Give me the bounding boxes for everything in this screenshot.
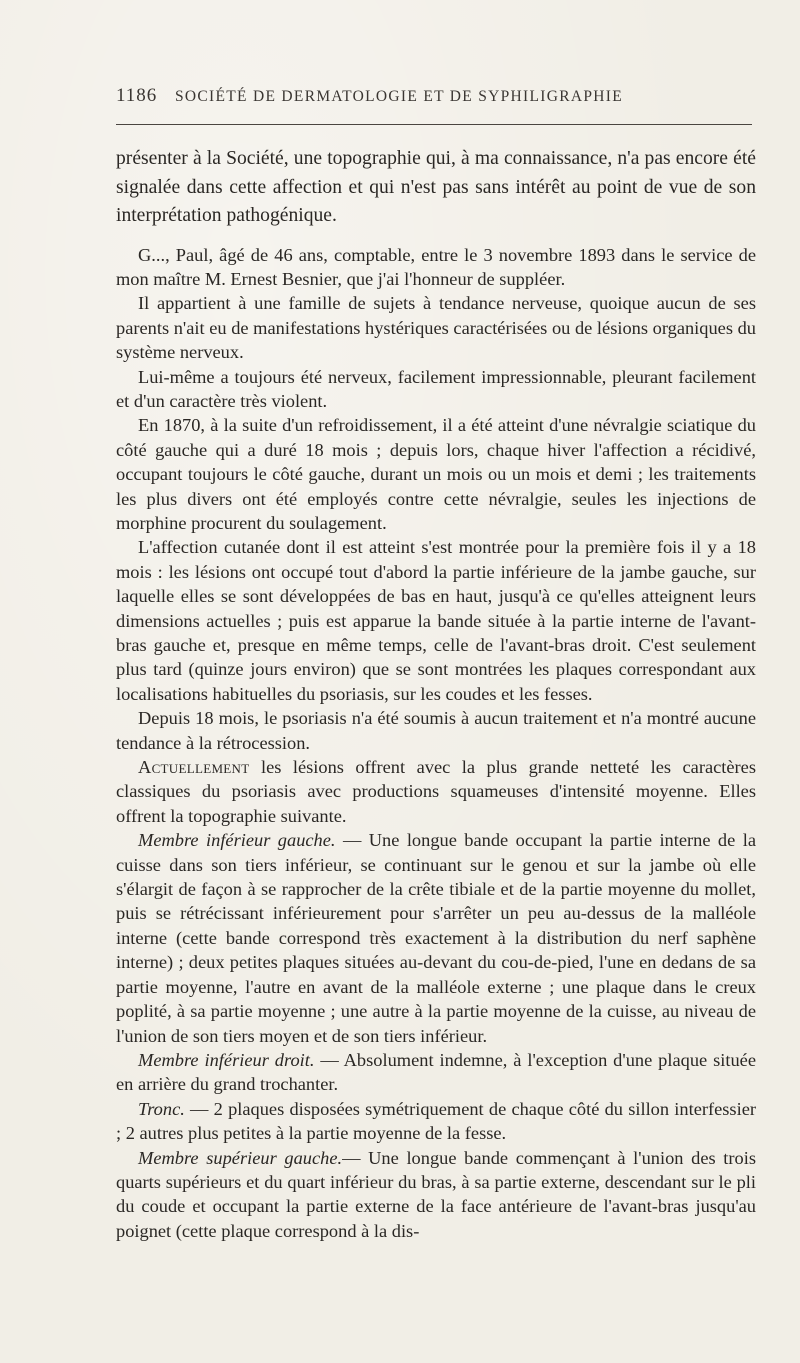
paragraph-current	[116, 755, 756, 828]
running-title: SOCIÉTÉ DE DERMATOLOGIE ET DE SYPHILIGRAPHIE	[175, 88, 623, 105]
trunk-text: — 2 plaques disposées symétriquement de chaque côté du sillon interfessier ; 2 autres plus petites à la partie moyenne de la fesse.	[116, 1098, 756, 1144]
left-upper-limb-lead: Membre supérieur gauche.	[138, 1147, 343, 1168]
current-text: les lésions offrent avec la plus grande netteté les caractères classiques du psoriasis avec productions squameuses d'intensité moyenne. Elles offrent la topographie suivante.	[116, 757, 756, 826]
right-lower-limb-lead: Membre inférieur droit.	[138, 1049, 315, 1070]
header-rule	[116, 124, 752, 125]
trunk-lead: Tronc.	[138, 1098, 185, 1119]
paragraph-right-lower-limb	[116, 1048, 756, 1097]
paragraph-treatment: Depuis 18 mois, le psoriasis n'a été soumis à aucun traitement et n'a montré aucune tendance à la rétrocession.	[116, 708, 756, 753]
current-lead: Actuellement	[138, 757, 250, 778]
paragraph-left-upper-limb	[116, 1146, 756, 1244]
left-upper-limb-text: — Une longue bande commençant à l'union des trois quarts supérieurs et du quart inférieur du bras, à sa partie externe, descendant sur le pli du coude et occupant la partie externe de la face antérieure de l'avant-bras jusqu'au poignet (cette plaque correspond à la dis-	[116, 1147, 756, 1241]
left-lower-limb-lead: Membre inférieur gauche.	[138, 830, 336, 851]
paragraph-patient: G..., Paul, âgé de 46 ans, comptable, entre le 3 novembre 1893 dans le service de mon maître M. Ernest Besnier, que j'ai l'honneur de suppléer.	[116, 244, 756, 289]
right-lower-limb-text: — Absolument indemne, à l'exception d'une plaque située en arrière du grand trochanter.	[116, 1049, 756, 1095]
paragraph-history: En 1870, à la suite d'un refroidissement, il a été atteint d'une névralgie sciatique du côté gauche qui a duré 18 mois ; depuis lors, chaque hiver l'affection a récidivé, occupant toujours le côté gauche, durant un mois ou un mois et demi ; les traitements les plus divers ont été employés contre cette névralgie, seules les injections de morphine procurent du soulagement.	[116, 415, 756, 533]
paragraph-temperament: Lui-même a toujours été nerveux, facilement impressionnable, pleurant facilement et d'un caractère très violent.	[116, 366, 756, 411]
paragraph-trunk	[116, 1097, 756, 1146]
paragraph-family: Il appartient à une famille de sujets à tendance nerveuse, quoique aucun de ses parents n'ait eu de manifestations hystériques caractérisées ou de lésions organiques du système nerveux.	[116, 293, 756, 363]
paragraph-left-lower-limb	[116, 828, 756, 1048]
paragraph-onset: L'affection cutanée dont il est atteint s'est montrée pour la première fois il y a 18 mois : les lésions ont occupé tout d'abord la partie inférieure de la jambe gauche, sur laquelle elles se sont développées de bas en haut, jusqu'à ce qu'elles atteignent leurs dimensions actuelles ; puis est apparue la bande située à la partie interne de l'avant-bras gauche et, presque en même temps, celle de l'avant-bras droit. C'est seulement plus tard (quinze jours environ) que se sont montrées les plaques correspondant aux localisations habituelles du psoriasis, sur les coudes et les fesses.	[116, 537, 756, 704]
intro-paragraph: présenter à la Société, une topographie qui, à ma connaissance, n'a pas encore été signalée dans cette affection et qui n'est pas sans intérêt au point de vue de son interprétation pathogénique.	[116, 148, 756, 226]
page-header	[116, 82, 754, 112]
left-lower-limb-text: — Une longue bande occupant la partie interne de la cuisse dans son tiers inférieur, se continuant sur le genou et sur la jambe où elle s'élargit de façon à se rapprocher de la crête tibiale et de la partie moyenne du mollet, puis se rétrécissant inférieurement pour s'arrêter un peu au-dessus de la malléole interne (cette bande correspond très exactement à la distribution du nerf saphène interne) ; deux petites plaques situées au-devant du cou-de-pied, l'une en dedans de sa partie moyenne, l'autre en avant de la malléole externe ; une plaque dans le creux poplité, à sa partie moyenne ; une autre à la partie moyenne de la cuisse, au niveau de l'union de son tiers moyen et de son tiers inférieur.	[116, 830, 756, 1046]
page-body	[116, 145, 756, 1243]
page-number: 1186	[116, 85, 158, 106]
